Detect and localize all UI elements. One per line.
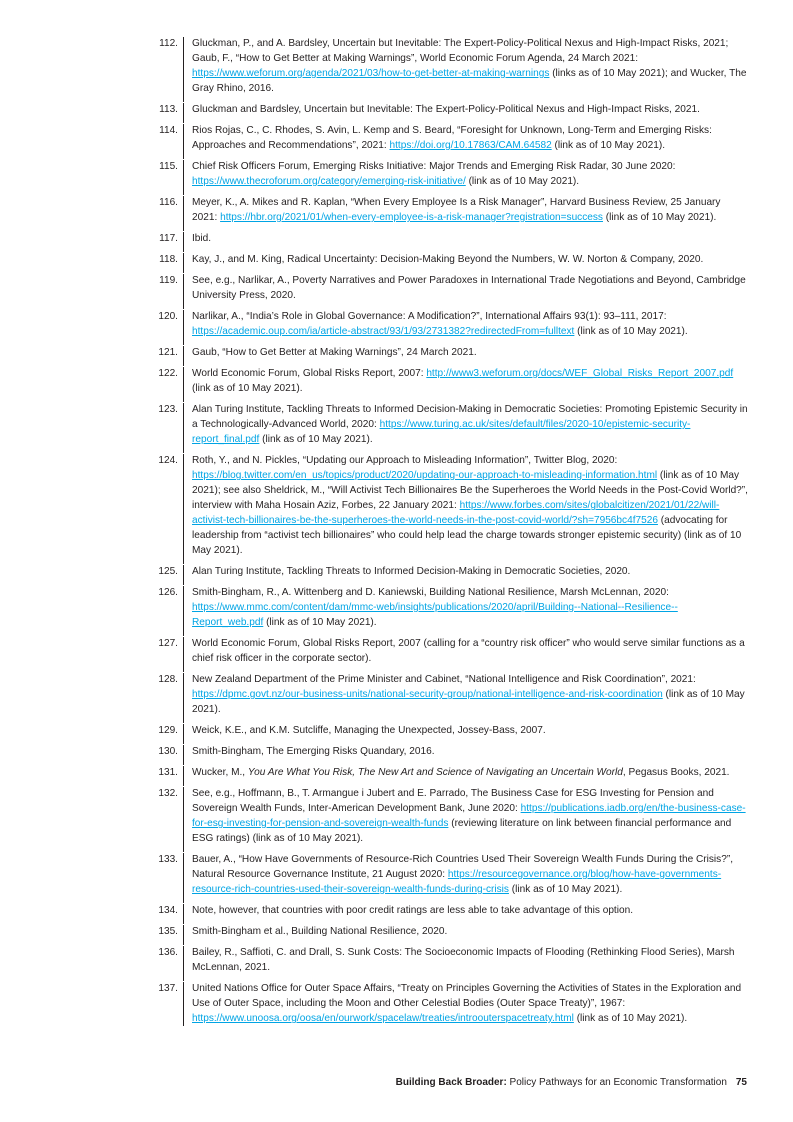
endnote-link[interactable]: https://www.forbes.com/sites/globalcitizen/2021/01/22/will-activist-tech-billionaires-be-the-superheroes-the-world-needs-in-the-post-covid-world/?sh=7956bc4f7526	[192, 500, 720, 526]
endnotes-list	[148, 36, 748, 1032]
endnote-text-segment: World Economic Forum, Global Risks Report, 2007:	[192, 368, 427, 379]
endnote-text	[192, 309, 748, 339]
endnote-text-segment: Smith-Bingham, R., A. Wittenberg and D. Kaniewski, Building National Resilience, Marsh McLennan, 2020:	[192, 587, 669, 598]
endnote-text	[192, 231, 748, 246]
endnote-rule	[183, 253, 184, 273]
endnote-number: 127.	[158, 638, 178, 649]
endnote-text	[192, 585, 748, 630]
endnote-item	[148, 231, 748, 246]
endnote-text-segment: (link as of 10 May 2021).	[192, 383, 303, 394]
endnote-text	[192, 252, 748, 267]
endnote-item	[148, 852, 748, 897]
endnote-number: 115.	[159, 161, 178, 172]
endnote-number: 126.	[158, 587, 178, 598]
endnote-number: 132.	[158, 788, 178, 799]
endnote-text-segment: Narlikar, A., “India’s Role in Global Governance: A Modification?”, International Affairs 93(1): 93–111, 2017:	[192, 311, 667, 322]
endnote-text-segment: Gaub, “How to Get Better at Making Warnings”, 24 March 2021.	[192, 347, 477, 358]
endnote-text	[192, 903, 748, 918]
endnote-text-segment: (link as of 10 May 2021).	[465, 176, 580, 187]
endnote-item	[148, 36, 748, 96]
endnote-rule	[183, 232, 184, 252]
endnote-link[interactable]: https://doi.org/10.17863/CAM.64582	[389, 140, 552, 151]
endnote-item	[148, 273, 748, 303]
endnote-item	[148, 585, 748, 630]
endnote-number: 112.	[159, 38, 178, 49]
endnote-rule	[183, 853, 184, 903]
endnote-item	[148, 786, 748, 846]
endnote-text	[192, 744, 748, 759]
endnote-text	[192, 159, 748, 189]
endnote-number: 113.	[159, 104, 178, 115]
endnote-rule	[183, 745, 184, 765]
endnote-text-segment: , Pegasus Books, 2021.	[622, 767, 730, 778]
endnote-text-segment: Ibid.	[192, 233, 212, 244]
endnote-text	[192, 102, 748, 117]
endnote-number: 114.	[159, 125, 178, 136]
endnote-number: 137.	[158, 983, 178, 994]
endnote-rule	[183, 160, 184, 195]
endnote-rule	[183, 925, 184, 945]
endnote-number: 120.	[158, 311, 178, 322]
endnote-rule	[183, 637, 184, 672]
endnote-text-segment: Alan Turing Institute, Tackling Threats to Informed Decision-Making in Democratic Societies, 2020.	[192, 566, 631, 577]
endnote-item	[148, 945, 748, 975]
endnote-text-segment: United Nations Office for Outer Space Affairs, “Treaty on Principles Governing the Activities of States in the Exploration and Use of Outer Space, including the Moon and Other Celestial Bodies (Outer Space Treaty)”, 1967:	[192, 983, 742, 1009]
endnote-number: 123.	[158, 404, 178, 415]
endnote-number: 128.	[158, 674, 178, 685]
endnote-italic-title: You Are What You Risk, The New Art and Science of Navigating an Uncertain World	[247, 767, 623, 778]
endnote-text-segment: (link as of 10 May 2021).	[551, 140, 666, 151]
endnote-rule	[183, 310, 184, 345]
endnote-number: 134.	[158, 905, 178, 916]
endnote-text-segment: (link as of 10 May 2021).	[602, 212, 717, 223]
endnote-text	[192, 723, 748, 738]
endnote-rule	[183, 274, 184, 309]
endnote-item	[148, 402, 748, 447]
endnote-item	[148, 366, 748, 396]
endnote-text-segment: See, e.g., Narlikar, A., Poverty Narratives and Power Paradoxes in International Trade Negotiations and Beyond, Cambridge University Press, 2020.	[192, 275, 746, 301]
endnote-text-segment: Gluckman, P., and A. Bardsley, Uncertain but Inevitable: The Expert-Policy-Political Nexus and High-Impact Risks, 2021; Gaub, F., “How to Get Better at Making Warnings”, World Economic Forum Agenda, 24 March 2021:	[192, 38, 729, 64]
endnote-text-segment: Alan Turing Institute, Tackling Threats to Informed Decision-Making in Democratic Societies: Promoting Epistemic Security in a Technologically-Advanced World, 2020:	[192, 404, 748, 430]
endnote-rule	[183, 196, 184, 231]
endnote-text	[192, 36, 748, 96]
endnote-text-segment: Kay, J., and M. King, Radical Uncertainty: Decision-Making Beyond the Numbers, W. W. Norton & Company, 2020.	[192, 254, 704, 265]
endnote-item	[148, 564, 748, 579]
endnote-rule	[183, 766, 184, 786]
endnote-text-segment: (link as of 10 May 2021).	[259, 434, 373, 445]
endnote-text-segment: (link as of 10 May 2021).	[263, 617, 377, 628]
endnote-link[interactable]: https://hbr.org/2021/01/when-every-employee-is-a-risk-manager?registration=success	[220, 212, 603, 223]
endnote-text	[192, 123, 748, 153]
endnote-number: 116.	[159, 197, 178, 208]
endnote-item	[148, 903, 748, 918]
endnote-rule	[183, 673, 184, 723]
footer-title: Policy Pathways for an Economic Transformation	[506, 1077, 727, 1088]
endnote-number: 124.	[158, 455, 178, 466]
endnote-text-segment: (link as of 10 May 2021).	[573, 1013, 688, 1024]
endnote-text-segment: Chief Risk Officers Forum, Emerging Risks Initiative: Major Trends and Emerging Risk Radar, 30 June 2020:	[192, 161, 676, 172]
endnote-item	[148, 123, 748, 153]
endnote-text-segment: World Economic Forum, Global Risks Report, 2007 (calling for a “country risk officer” who would serve similar functions as a chief risk officer in the corporate sector).	[192, 638, 745, 664]
endnote-text	[192, 273, 748, 303]
endnote-link[interactable]: https://www.mmc.com/content/dam/mmc-web/insights/publications/2020/april/Building--National--Resilience--Report_web.pdf	[192, 602, 678, 628]
page-footer	[396, 1077, 747, 1088]
endnote-item	[148, 453, 748, 558]
endnote-text-segment: New Zealand Department of the Prime Minister and Cabinet, “National Intelligence and Risk Coordination”, 2021:	[192, 674, 696, 685]
endnote-text-segment: Note, however, that countries with poor credit ratings are less able to take advantage of this option.	[192, 905, 634, 916]
endnote-text-segment: Wucker, M.,	[192, 767, 248, 778]
endnote-item	[148, 723, 748, 738]
endnote-text-segment: Weick, K.E., and K.M. Sutcliffe, Managing the Unexpected, Jossey-Bass, 2007.	[192, 725, 546, 736]
endnote-number: 131.	[158, 767, 178, 778]
endnote-link[interactable]: https://www.thecroforum.org/category/emerging-risk-initiative/	[192, 176, 466, 187]
endnote-link[interactable]: https://dpmc.govt.nz/our-business-units/national-security-group/national-intelligence-and-risk-coordination	[192, 689, 663, 700]
endnote-item	[148, 345, 748, 360]
endnote-text-segment: See, e.g., Hoffmann, B., T. Armangue i Jubert and E. Parrado, The Business Case for ESG Investing for Pension and Sovereign Wealth Funds, Inter-American Development Bank, June 2020:	[192, 788, 714, 814]
endnote-number: 125.	[158, 566, 178, 577]
endnote-text	[192, 402, 748, 447]
footer-title-bold: Building Back Broader:	[395, 1077, 507, 1088]
endnote-number: 121.	[158, 347, 178, 358]
endnote-link[interactable]: https://blog.twitter.com/en_us/topics/product/2020/updating-our-approach-to-misleading-information.html	[192, 470, 658, 481]
endnote-text	[192, 345, 748, 360]
endnote-text	[192, 981, 748, 1026]
endnote-text	[192, 924, 748, 939]
endnote-rule	[183, 403, 184, 453]
endnote-item	[148, 924, 748, 939]
endnote-number: 122.	[158, 368, 178, 379]
endnote-text	[192, 786, 748, 846]
endnote-number: 135.	[158, 926, 178, 937]
endnote-rule	[183, 346, 184, 366]
endnote-text-segment: (links as of 10 May 2021); and Wucker, The Gray Rhino, 2016.	[192, 68, 747, 94]
endnote-rule	[183, 124, 184, 159]
endnote-text	[192, 195, 748, 225]
endnote-rule	[183, 787, 184, 852]
endnote-number: 129.	[158, 725, 178, 736]
endnote-rule	[183, 454, 184, 564]
endnote-text-segment: Bailey, R., Saffioti, C. and Drall, S. Sunk Costs: The Socioeconomic Impacts of Flooding (Rethinking Flood Series), Marsh McLennan, 2021.	[192, 947, 735, 973]
endnote-item	[148, 765, 748, 780]
endnote-rule	[183, 367, 184, 402]
endnote-text-segment: Smith-Bingham, The Emerging Risks Quandary, 2016.	[192, 746, 435, 757]
endnote-text-segment: Roth, Y., and N. Pickles, “Updating our Approach to Misleading Information”, Twitter Blog, 2020:	[192, 455, 618, 466]
endnote-item	[148, 981, 748, 1026]
endnote-link[interactable]: http://www3.weforum.org/docs/WEF_Global_Risks_Report_2007.pdf	[426, 368, 734, 379]
endnote-text-segment: Rios Rojas, C., C. Rhodes, S. Avin, L. Kemp and S. Beard, “Foresight for Unknown, Long-Term and Emerging Risks: Approaches and Recommendations”, 2021:	[192, 125, 712, 151]
endnote-link[interactable]: https://publications.iadb.org/en/the-business-case-for-esg-investing-for-pension-and-sovereign-wealth-funds	[192, 803, 746, 829]
endnote-number: 117.	[159, 233, 178, 244]
endnote-text-segment: Gluckman and Bardsley, Uncertain but Inevitable: The Expert-Policy-Political Nexus and High-Impact Risks, 2021.	[192, 104, 700, 115]
endnote-link[interactable]: https://www.turing.ac.uk/sites/default/files/2020-10/epistemic-security-report_final.pdf	[192, 419, 691, 445]
endnote-text-segment: Meyer, K., A. Mikes and R. Kaplan, “When Every Employee Is a Risk Manager”, Harvard Business Review, 25 January 2021:	[192, 197, 721, 223]
endnote-number: 118.	[159, 254, 178, 265]
endnote-item	[148, 672, 748, 717]
endnote-item	[148, 744, 748, 759]
endnote-rule	[183, 103, 184, 123]
endnote-number: 130.	[158, 746, 178, 757]
endnote-link[interactable]: https://resourcegovernance.org/blog/how-have-governments-resource-rich-countries-used-their-sovereign-wealth-funds-during-crisis	[192, 869, 722, 895]
endnote-number: 133.	[158, 854, 178, 865]
endnote-text-segment: (link as of 10 May 2021); see also Sheldrick, M., “Will Activist Tech Billionaires Be the Superheroes the World Needs in the Post-Covid World?”, interview with Maha Hosain Aziz, Forbes, 22 January 2021:	[192, 470, 748, 511]
endnote-text	[192, 453, 748, 558]
endnote-text	[192, 852, 748, 897]
endnote-item	[148, 195, 748, 225]
endnote-rule	[183, 904, 184, 924]
endnote-item	[148, 159, 748, 189]
endnote-rule	[183, 565, 184, 585]
endnote-item	[148, 636, 748, 666]
endnote-text	[192, 945, 748, 975]
endnote-text-segment: (link as of 10 May 2021).	[192, 689, 745, 715]
endnote-link[interactable]: https://academic.oup.com/ia/article-abstract/93/1/93/2731382?redirectedFrom=fulltext	[192, 326, 575, 337]
endnote-text-segment: Bauer, A., “How Have Governments of Resource-Rich Countries Used Their Sovereign Wealth Funds During the Crisis?”, Natural Resource Governance Institute, 21 August 2020:	[192, 854, 733, 880]
endnote-text	[192, 672, 748, 717]
endnote-number: 119.	[159, 275, 178, 286]
endnote-text-segment: Smith-Bingham et al., Building National Resilience, 2020.	[192, 926, 448, 937]
endnote-rule	[183, 982, 184, 1026]
endnote-rule	[183, 37, 184, 102]
endnote-rule	[183, 724, 184, 744]
endnote-text-segment: (link as of 10 May 2021).	[574, 326, 688, 337]
endnote-item	[148, 252, 748, 267]
endnote-item	[148, 102, 748, 117]
endnote-text-segment: (advocating for leadership from “activist tech billionaires” who could help lead the charge towards stronger epistemic security) (link as of 10 May 2021).	[192, 515, 742, 556]
endnote-text	[192, 765, 748, 780]
endnote-text	[192, 636, 748, 666]
endnote-rule	[183, 946, 184, 981]
endnote-link[interactable]: https://www.weforum.org/agenda/2021/03/how-to-get-better-at-making-warnings	[192, 68, 550, 79]
endnote-text-segment: (link as of 10 May 2021).	[508, 884, 623, 895]
page-number: 75	[735, 1077, 747, 1088]
endnote-text-segment: (reviewing literature on link between financial performance and ESG ratings) (link as of 10 May 2021).	[192, 818, 732, 844]
endnote-link[interactable]: https://www.unoosa.org/oosa/en/ourwork/spacelaw/treaties/introouterspacetreaty.html	[192, 1013, 574, 1024]
endnote-item	[148, 309, 748, 339]
endnote-rule	[183, 586, 184, 636]
endnote-text	[192, 564, 748, 579]
endnote-text	[192, 366, 748, 396]
endnote-number: 136.	[158, 947, 178, 958]
